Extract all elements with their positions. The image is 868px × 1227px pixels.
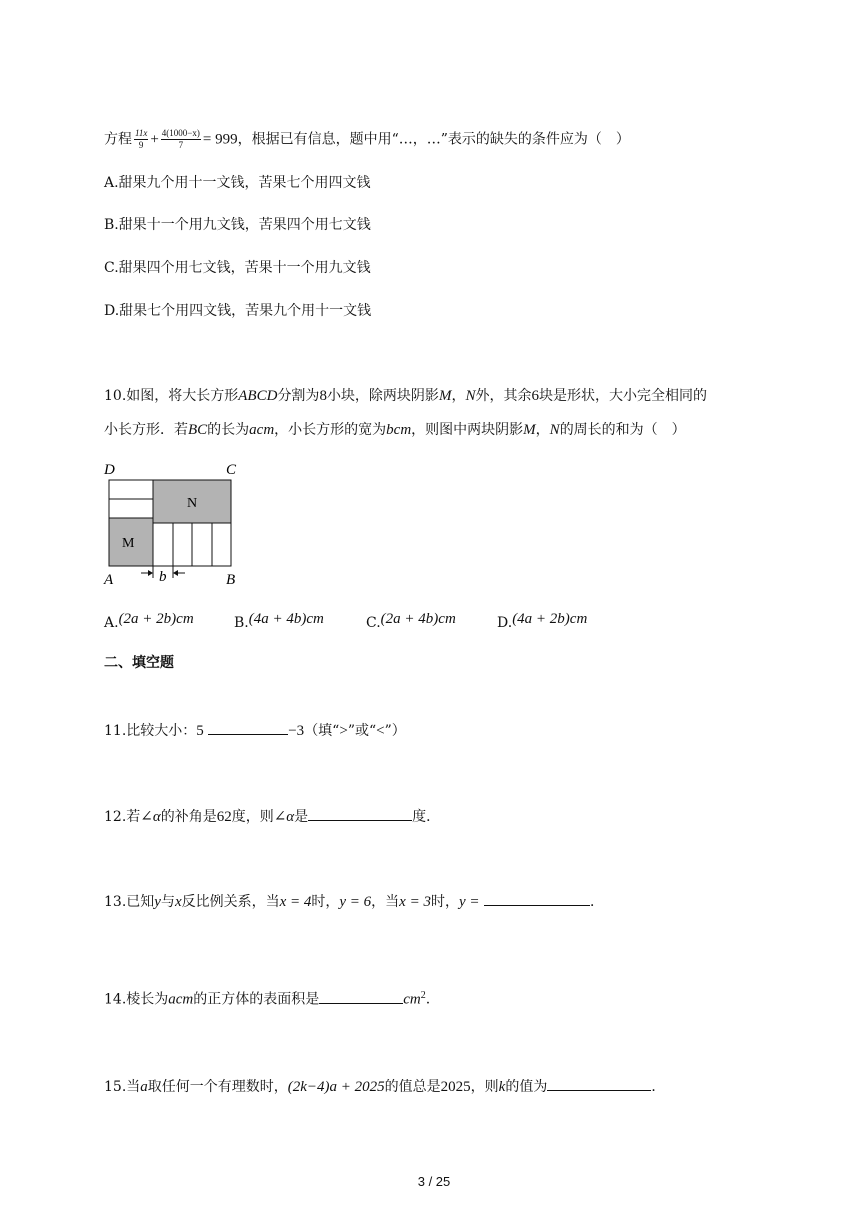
q10-bc: BC	[188, 422, 208, 438]
q11-gt: >	[339, 723, 348, 739]
q12-angle: ∠α	[140, 809, 161, 825]
q10-stem-line-2	[104, 420, 686, 440]
q13-x: x	[174, 894, 182, 910]
q11-five: 5	[196, 723, 204, 739]
q15-text: ，则	[470, 1079, 499, 1095]
q14-text: 的正方体的表面积是	[193, 991, 320, 1008]
q10-acm: acm	[249, 422, 275, 438]
q11	[104, 720, 406, 741]
q9-fraction-2	[161, 128, 201, 151]
arrowhead-icon	[148, 570, 153, 576]
q13-text: 与	[160, 894, 175, 910]
option-letter: C.	[366, 615, 381, 631]
q10-option-c	[366, 611, 456, 631]
q11-answer-blank[interactable]	[208, 720, 288, 735]
q10-abcd: ABCD	[238, 388, 278, 404]
q13-text: 反比例关系，当	[181, 894, 280, 910]
label-c: C	[226, 462, 237, 478]
page-number: 3 / 25	[417, 1174, 451, 1189]
q10-text: 小块，除两块阴影	[326, 388, 439, 404]
q11-text: ”或“	[347, 723, 377, 739]
q12-text: 是	[294, 809, 309, 825]
q13-y-eq: y =	[458, 894, 480, 910]
q9-suffix: ，根据已有信息，题中用“…，…”表示的缺失的条件应为（ ）	[237, 131, 630, 148]
q9-option-a: A.甜果九个用十一文钱，苦果七个用四文钱	[104, 175, 371, 191]
q10-stem-line-1	[104, 386, 707, 406]
q13-x3: x = 3	[399, 894, 431, 910]
q15-text: ．	[651, 1079, 666, 1095]
label-b-width: b	[159, 569, 167, 585]
q9-stem	[104, 128, 630, 151]
q9-equals: = 999	[202, 131, 238, 148]
q15-text: 取任何一个有理数时，	[147, 1079, 288, 1095]
q9-option-b: B.甜果十一个用九文钱，苦果四个用七文钱	[104, 217, 371, 233]
q14	[104, 986, 430, 1010]
q11-text: （填“	[304, 723, 340, 739]
q13-y: y	[154, 894, 161, 910]
q9-option-d: D.甜果七个用四文钱，苦果九个用十一文钱	[104, 303, 372, 319]
q12-text: 度，则	[231, 809, 274, 825]
q13-x4: x = 4	[279, 894, 312, 910]
q10-option-a	[104, 611, 194, 631]
q14-cm: cm	[403, 991, 421, 1008]
q9-frac2-den: 7	[178, 140, 184, 150]
q13-text: ，当	[371, 894, 400, 910]
option-expr: (2a + 2b)cm	[118, 611, 194, 627]
q15-value: 2025	[440, 1079, 471, 1095]
q10-text: 小长方形．若	[104, 422, 188, 438]
q10-n: N	[549, 422, 560, 438]
q9-frac2-num: 4(1000−x)	[161, 128, 200, 138]
q12-text: 12.若	[104, 809, 141, 825]
q14-answer-blank[interactable]	[319, 989, 403, 1004]
q13-y6: y = 6	[339, 894, 372, 910]
label-m: M	[122, 536, 135, 551]
q9-fraction-1	[134, 128, 148, 151]
q10-eight: 8	[319, 388, 327, 404]
q14-text: .	[425, 991, 431, 1008]
q13	[104, 891, 604, 912]
q13-text: 时，	[430, 894, 459, 910]
arrowhead-icon	[173, 570, 178, 576]
q15-expression: (2k−4)a + 2025	[287, 1079, 385, 1095]
option-expr: (4a + 2b)cm	[512, 611, 588, 627]
q9-frac1-den: 9	[138, 140, 144, 150]
q10-n: N	[465, 388, 476, 404]
q9-plus: +	[150, 131, 159, 148]
q11-text: 11.比较大小：	[104, 723, 197, 739]
q10-m: M	[438, 388, 452, 404]
q13-text: 13.已知	[104, 894, 155, 910]
q15-k: k	[498, 1079, 506, 1095]
q10-text: 外，其余	[475, 388, 532, 404]
q13-text: 时，	[311, 894, 340, 910]
q12-angle: ∠α	[273, 809, 295, 825]
q13-answer-blank[interactable]	[484, 891, 590, 906]
label-b-corner: B	[226, 572, 236, 588]
q10-option-b	[234, 611, 324, 631]
q15-text: 15.当	[104, 1079, 141, 1095]
q10-bcm: bcm	[386, 422, 412, 438]
q11-neg-three: −3	[288, 723, 305, 739]
q10-text: 块是形状，大小完全相同的	[538, 388, 707, 404]
q12	[104, 806, 440, 827]
q14-text: 14.棱长为	[104, 991, 169, 1008]
q15-text: 的值总是	[384, 1079, 441, 1095]
option-expr: (4a + 4b)cm	[248, 611, 324, 627]
q9-option-c: C.甜果四个用七文钱，苦果十一个用九文钱	[104, 260, 371, 276]
q11-text: ”）	[384, 723, 406, 739]
q12-answer-blank[interactable]	[308, 806, 412, 821]
q10-six: 6	[531, 388, 539, 404]
q10-text: ，	[535, 422, 550, 438]
q12-text: 度．	[412, 809, 441, 825]
option-expr: (2a + 4b)cm	[380, 611, 456, 627]
q15-a: a	[140, 1079, 148, 1095]
q9-frac1-num: 11x	[135, 128, 148, 138]
q10-text: ，	[451, 388, 466, 404]
q10-text: ，则图中两块阴影	[411, 422, 524, 438]
option-letter: A.	[104, 615, 119, 631]
q10-text: 的周长的和为（ ）	[559, 422, 686, 438]
q14-acm: acm	[168, 991, 194, 1008]
option-letter: D.	[497, 615, 513, 631]
q15	[104, 1076, 665, 1097]
q10-text: 的长为	[207, 422, 250, 438]
q11-lt: <	[376, 723, 385, 739]
q10-option-d	[497, 611, 588, 631]
label-n: N	[187, 496, 198, 511]
q10-text: 10.如图，将大长方形	[104, 388, 239, 404]
q10-figure	[98, 458, 258, 590]
q13-text: ．	[589, 894, 604, 910]
option-letter: B.	[234, 615, 249, 631]
label-d: D	[104, 462, 115, 478]
q12-text: 的补角是	[160, 809, 217, 825]
q9-prefix: 方程	[104, 131, 132, 148]
q10-text: ，小长方形的宽为	[274, 422, 387, 438]
section-heading: 二、填空题	[104, 655, 174, 671]
q12-degrees: 62	[216, 809, 232, 825]
q15-text: 的值为	[505, 1079, 548, 1095]
q14-exponent: 2	[420, 990, 426, 1001]
q15-answer-blank[interactable]	[547, 1076, 651, 1091]
q10-m: M	[523, 422, 536, 438]
label-a: A	[104, 572, 114, 588]
q10-text: 分割为	[277, 388, 320, 404]
